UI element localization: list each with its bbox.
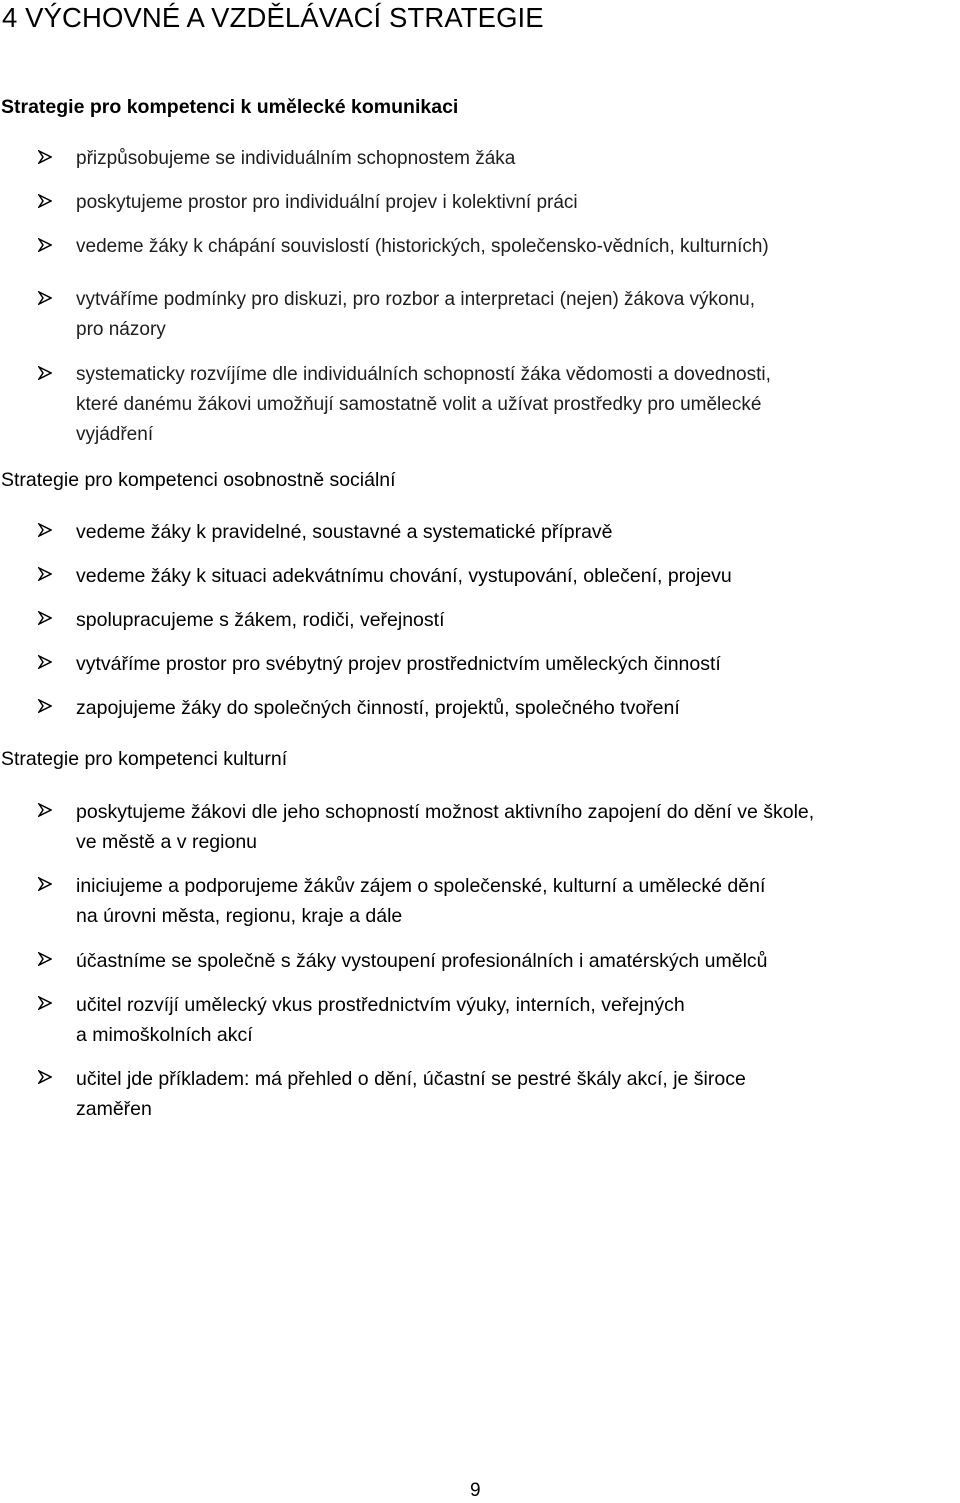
list-item-text: poskytujeme žákovi dle jeho schopností možnost aktivního zapojení do dění ve škole, ve městě a v regionu <box>76 801 815 853</box>
section-heading-osobnostne-socialni: Strategie pro kompetenci osobnostně sociální <box>1 469 396 491</box>
arrowhead-bullet-icon <box>38 803 52 817</box>
arrowhead-bullet-icon <box>38 952 52 966</box>
arrowhead-bullet-icon <box>38 523 52 537</box>
list-item-text: účastníme se společně s žáky vystoupení profesionálních i amatérských umělců <box>76 950 768 972</box>
arrowhead-bullet-icon <box>38 611 52 625</box>
list-item-text: učitel rozvíjí umělecký vkus prostřednictvím výuky, interních, veřejných a mimoškolních akcí <box>76 994 685 1046</box>
arrowhead-bullet-icon <box>38 1070 52 1084</box>
page-number: 9 <box>470 1480 481 1501</box>
arrowhead-bullet-icon <box>38 567 52 581</box>
section-heading-umelecka-komunikace: Strategie pro kompetenci k umělecké komunikaci <box>1 96 459 118</box>
arrowhead-bullet-icon <box>38 150 52 164</box>
list-item-text: iniciujeme a podporujeme žákův zájem o společenské, kulturní a umělecké dění na úrovni města, regionu, kraje a dále <box>76 875 766 927</box>
arrowhead-bullet-icon <box>38 238 52 252</box>
list-item-text: vedeme žáky k chápání souvislostí (historických, společensko-vědních, kulturních) <box>76 236 769 257</box>
list-item-text: vedeme žáky k situaci adekvátnímu chování, vystupování, oblečení, projevu <box>76 565 732 587</box>
list-item-text: spolupracujeme s žákem, rodiči, veřejností <box>76 609 445 631</box>
list-item-text: přizpůsobujeme se individuálním schopnostem žáka <box>76 148 516 169</box>
list-item-text: systematicky rozvíjíme dle individuálních schopností žáka vědomosti a dovednosti, které danému žákovi umožňují samostatně volit a užívat prostředky pro umělecké vyjádření <box>76 364 771 445</box>
list-item-text: vytváříme podmínky pro diskuzi, pro rozbor a interpretaci (nejen) žákova výkonu, pro názory <box>76 289 756 340</box>
list-item-text: poskytujeme prostor pro individuální projev i kolektivní práci <box>76 192 578 213</box>
chapter-title: 4 VÝCHOVNÉ A VZDĚLÁVACÍ STRATEGIE <box>2 2 544 33</box>
arrowhead-bullet-icon <box>38 996 52 1010</box>
arrowhead-bullet-icon <box>38 877 52 891</box>
list-item-text: učitel jde příkladem: má přehled o dění, účastní se pestré škály akcí, je široce zaměřen <box>76 1068 746 1120</box>
list-item-text: zapojujeme žáky do společných činností, projektů, společného tvoření <box>76 697 680 719</box>
arrowhead-bullet-icon <box>38 291 52 305</box>
list-item-text: vytváříme prostor pro svébytný projev prostřednictvím uměleckých činností <box>76 653 721 675</box>
arrowhead-bullet-icon <box>38 655 52 669</box>
section-heading-kulturni: Strategie pro kompetenci kulturní <box>1 748 288 770</box>
list-item-text: vedeme žáky k pravidelné, soustavné a systematické přípravě <box>76 521 613 543</box>
arrowhead-bullet-icon <box>38 194 52 208</box>
arrowhead-bullet-icon <box>38 699 52 713</box>
arrowhead-bullet-icon <box>38 366 52 380</box>
